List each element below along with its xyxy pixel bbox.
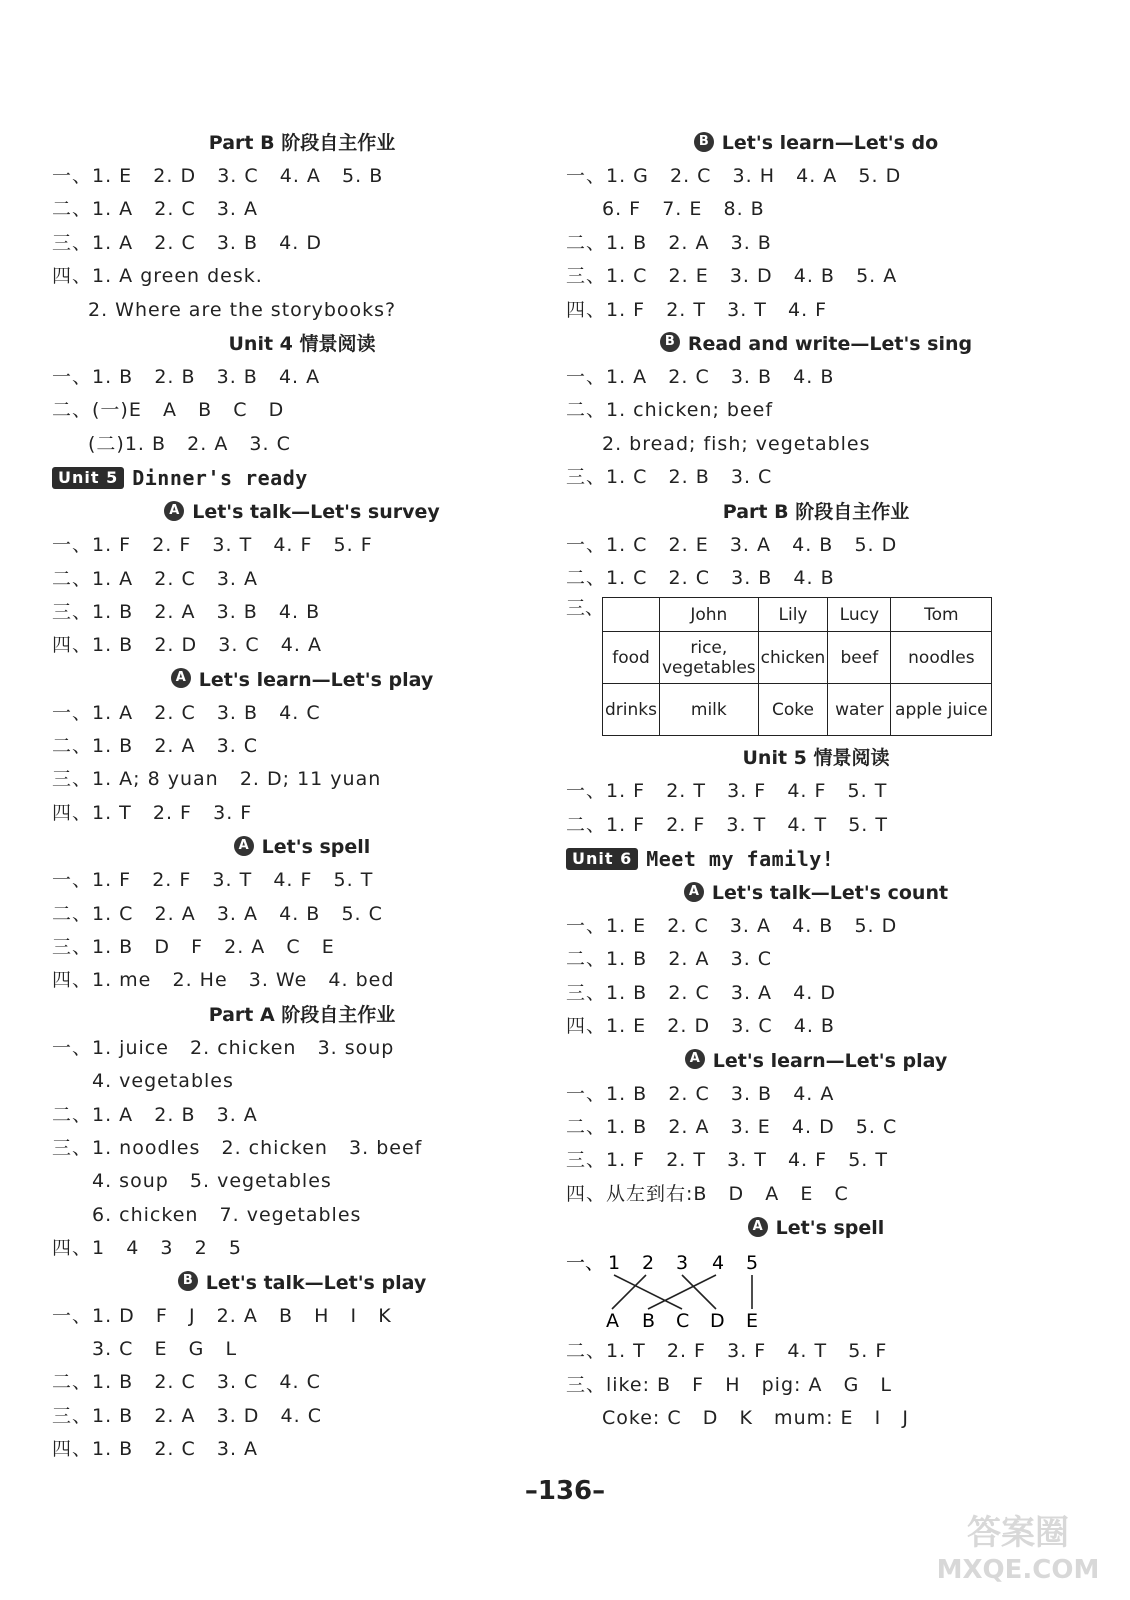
section-title: Let's talk—Let's survey (192, 501, 440, 524)
part-badge: A (685, 1049, 705, 1069)
section-title: Let's talk—Let's count (711, 882, 949, 905)
answer-line: 一、1. C 2. E 3. A 4. B 5. D (566, 533, 898, 556)
answer-line: 二、1. B 2. A 3. C (566, 948, 773, 971)
answer-line: 一、1. A 2. C 3. B 4. C (52, 701, 321, 724)
answer-line: 一、1. A 2. C 3. B 4. B (566, 365, 835, 388)
answer-line: 一、1. E 2. C 3. A 4. B 5. D (566, 915, 898, 938)
section-heading: Part A 阶段自主作业 (208, 1003, 396, 1026)
question-label: 一、 (566, 1252, 605, 1275)
answer-line: 四、1. me 2. He 3. We 4. bed (52, 969, 395, 992)
section-heading (566, 126, 1066, 160)
match-line (614, 1275, 682, 1309)
section-title: Read and write—Let's sing (687, 332, 973, 355)
section-heading (52, 663, 552, 697)
section-heading (566, 1211, 1066, 1245)
answer-line: 二、1. A 2. C 3. A (52, 567, 259, 590)
answer-line: 四、1. B 2. D 3. C 4. A (52, 634, 322, 657)
part-badge: A (171, 668, 191, 688)
answer-line: 二、1. A 2. B 3. A (52, 1103, 258, 1126)
left-column (52, 126, 552, 1467)
section-heading (566, 327, 1066, 361)
section-title: Let's learn—Let's play (712, 1049, 948, 1072)
table-cell: milk (659, 684, 758, 736)
part-badge: B (178, 1271, 198, 1291)
answer-line: 三、1. B D F 2. A C E (52, 936, 335, 959)
match-letter: A (606, 1310, 619, 1333)
table-cell: beef (828, 632, 891, 684)
match-number: 2 (642, 1252, 655, 1275)
answer-line: 二、1. F 2. F 3. T 4. T 5. T (566, 813, 888, 836)
part-badge: A (748, 1217, 768, 1237)
table-answer (566, 595, 1066, 741)
table-header-cell: John (659, 598, 758, 632)
match-number: 3 (676, 1252, 689, 1275)
answer-line: 三、1. B 2. A 3. B 4. B (52, 600, 321, 623)
table-cell: chicken (758, 632, 828, 684)
answer-line: 四、1. F 2. T 3. T 4. F (566, 298, 828, 321)
section-heading: Part B 阶段自主作业 (208, 132, 396, 154)
right-column (566, 126, 1066, 1435)
match-letter: D (710, 1310, 725, 1333)
section-heading (52, 830, 552, 864)
answer-line: 一、1. F 2. F 3. T 4. F 5. F (52, 534, 373, 557)
answer-line: 6. F 7. E 8. B (602, 198, 765, 221)
answer-line: 二、1. C 2. A 3. A 4. B 5. C (52, 902, 383, 925)
answer-line: 二、1. B 2. A 3. B (566, 231, 772, 254)
answer-line: 二、(一)E A B C D (52, 399, 285, 422)
unit-title: Meet my family! (646, 847, 835, 872)
part-badge: B (660, 332, 680, 352)
part-badge: A (234, 836, 254, 856)
answer-line: (二)1. B 2. A 3. C (88, 432, 291, 455)
section-heading (52, 495, 552, 529)
answer-line: 2. Where are the storybooks? (88, 298, 397, 321)
section-title: Let's spell (261, 836, 371, 859)
answer-line: 二、1. B 2. A 3. E 4. D 5. C (566, 1116, 898, 1139)
answer-line: 二、1. B 2. A 3. C (52, 735, 259, 758)
answer-line: 三、1. A 2. C 3. B 4. D (52, 231, 322, 254)
answer-line: Coke: C D K mum: E I J (602, 1406, 910, 1429)
section-title: Let's talk—Let's play (205, 1271, 427, 1294)
match-number: 1 (608, 1252, 621, 1275)
answer-line: 三、1. B 2. A 3. D 4. C (52, 1404, 322, 1427)
watermark-logo (932, 1506, 1104, 1586)
answer-line: 一、1. F 2. F 3. T 4. F 5. T (52, 869, 374, 892)
table-cell: apple juice (891, 684, 992, 736)
answer-line: 三、1. noodles 2. chicken 3. beef (52, 1136, 423, 1159)
answer-line: 二、1. A 2. C 3. A (52, 198, 259, 221)
watermark-bottom: MXQE.COM (936, 1555, 1100, 1585)
part-badge: A (164, 501, 184, 521)
answer-line: 一、1. juice 2. chicken 3. soup (52, 1036, 395, 1059)
answer-line: 二、1. T 2. F 3. F 4. T 5. F (566, 1340, 888, 1363)
match-line (648, 1275, 716, 1309)
question-label: 三、 (566, 597, 605, 620)
answer-line: 二、1. chicken; beef (566, 399, 774, 422)
answer-line: 一、1. E 2. D 3. C 4. A 5. B (52, 165, 384, 187)
section-heading (52, 1266, 552, 1300)
match-line (682, 1275, 716, 1309)
section-heading (566, 1044, 1066, 1078)
match-number: 4 (712, 1252, 725, 1275)
unit-tag: Unit 6 (566, 848, 638, 870)
part-badge: A (684, 882, 704, 902)
table-cell: food (603, 632, 660, 684)
unit-header (566, 842, 1066, 876)
answer-line: 二、1. B 2. C 3. C 4. C (52, 1371, 321, 1394)
answer-line: 4. soup 5. vegetables (92, 1170, 332, 1193)
answer-line: 四、从左到右:B D A E C (566, 1182, 849, 1205)
table-header-cell (603, 598, 660, 632)
answer-line: 四、1. T 2. F 3. F (52, 801, 253, 824)
section-heading: Part B 阶段自主作业 (722, 500, 910, 523)
table-header-cell: Lily (758, 598, 828, 632)
answer-line: 四、1. B 2. C 3. A (52, 1438, 259, 1461)
section-title: Let's learn—Let's play (198, 668, 434, 691)
unit-tag: Unit 5 (52, 467, 124, 489)
part-badge: B (694, 132, 714, 152)
unit-header (52, 461, 552, 495)
table-cell: water (828, 684, 891, 736)
table-cell: noodles (891, 632, 992, 684)
answer-line: 一、1. B 2. B 3. B 4. A (52, 365, 321, 388)
match-number: 5 (746, 1252, 759, 1275)
matching-diagram (566, 1245, 1066, 1335)
answer-line: 三、like: B F H pig: A G L (566, 1373, 893, 1396)
section-title: Let's spell (775, 1217, 885, 1240)
matching-lines (566, 1245, 826, 1335)
answer-line: 6. chicken 7. vegetables (92, 1203, 362, 1226)
page-number: –136– (524, 1476, 606, 1506)
answer-line: 二、1. C 2. C 3. B 4. B (566, 566, 835, 589)
answer-line: 一、1. G 2. C 3. H 4. A 5. D (566, 165, 902, 187)
answer-line: 四、1. A green desk. (52, 265, 263, 288)
answer-line: 三、1. C 2. B 3. C (566, 466, 773, 489)
table-header-cell: Lucy (828, 598, 891, 632)
table-cell: Coke (758, 684, 828, 736)
match-letter: B (642, 1310, 656, 1333)
answer-line: 3. C E G L (92, 1337, 238, 1360)
table-header-cell: Tom (891, 598, 992, 632)
section-heading (566, 876, 1066, 910)
answer-line: 三、1. C 2. E 3. D 4. B 5. A (566, 265, 898, 288)
answer-line: 三、1. A; 8 yuan 2. D; 11 yuan (52, 768, 382, 791)
answer-line: 三、1. B 2. C 3. A 4. D (566, 981, 836, 1004)
answer-line: 2. bread; fish; vegetables (602, 432, 871, 455)
match-letter: E (746, 1310, 759, 1333)
answer-line: 一、1. D F J 2. A B H I K (52, 1304, 392, 1327)
answer-line: 四、1. E 2. D 3. C 4. B (566, 1015, 835, 1038)
section-heading: Unit 5 情景阅读 (742, 747, 890, 770)
match-line (612, 1275, 646, 1309)
section-heading: Unit 4 情景阅读 (228, 332, 376, 355)
table-cell: drinks (603, 684, 660, 736)
food-drinks-table (602, 597, 992, 736)
match-letter: C (676, 1310, 690, 1333)
answer-line: 一、1. F 2. T 3. F 4. F 5. T (566, 780, 888, 803)
section-title: Let's learn—Let's do (721, 132, 939, 154)
unit-title: Dinner's ready (132, 466, 308, 491)
answer-line: 一、1. B 2. C 3. B 4. A (566, 1082, 835, 1105)
answer-line: 4. vegetables (92, 1070, 234, 1093)
watermark-top: 答案圈 (967, 1513, 1069, 1553)
table-cell: rice, vegetables (659, 632, 758, 684)
answer-line: 三、1. F 2. T 3. T 4. F 5. T (566, 1149, 888, 1172)
answer-line: 四、1 4 3 2 5 (52, 1237, 242, 1260)
